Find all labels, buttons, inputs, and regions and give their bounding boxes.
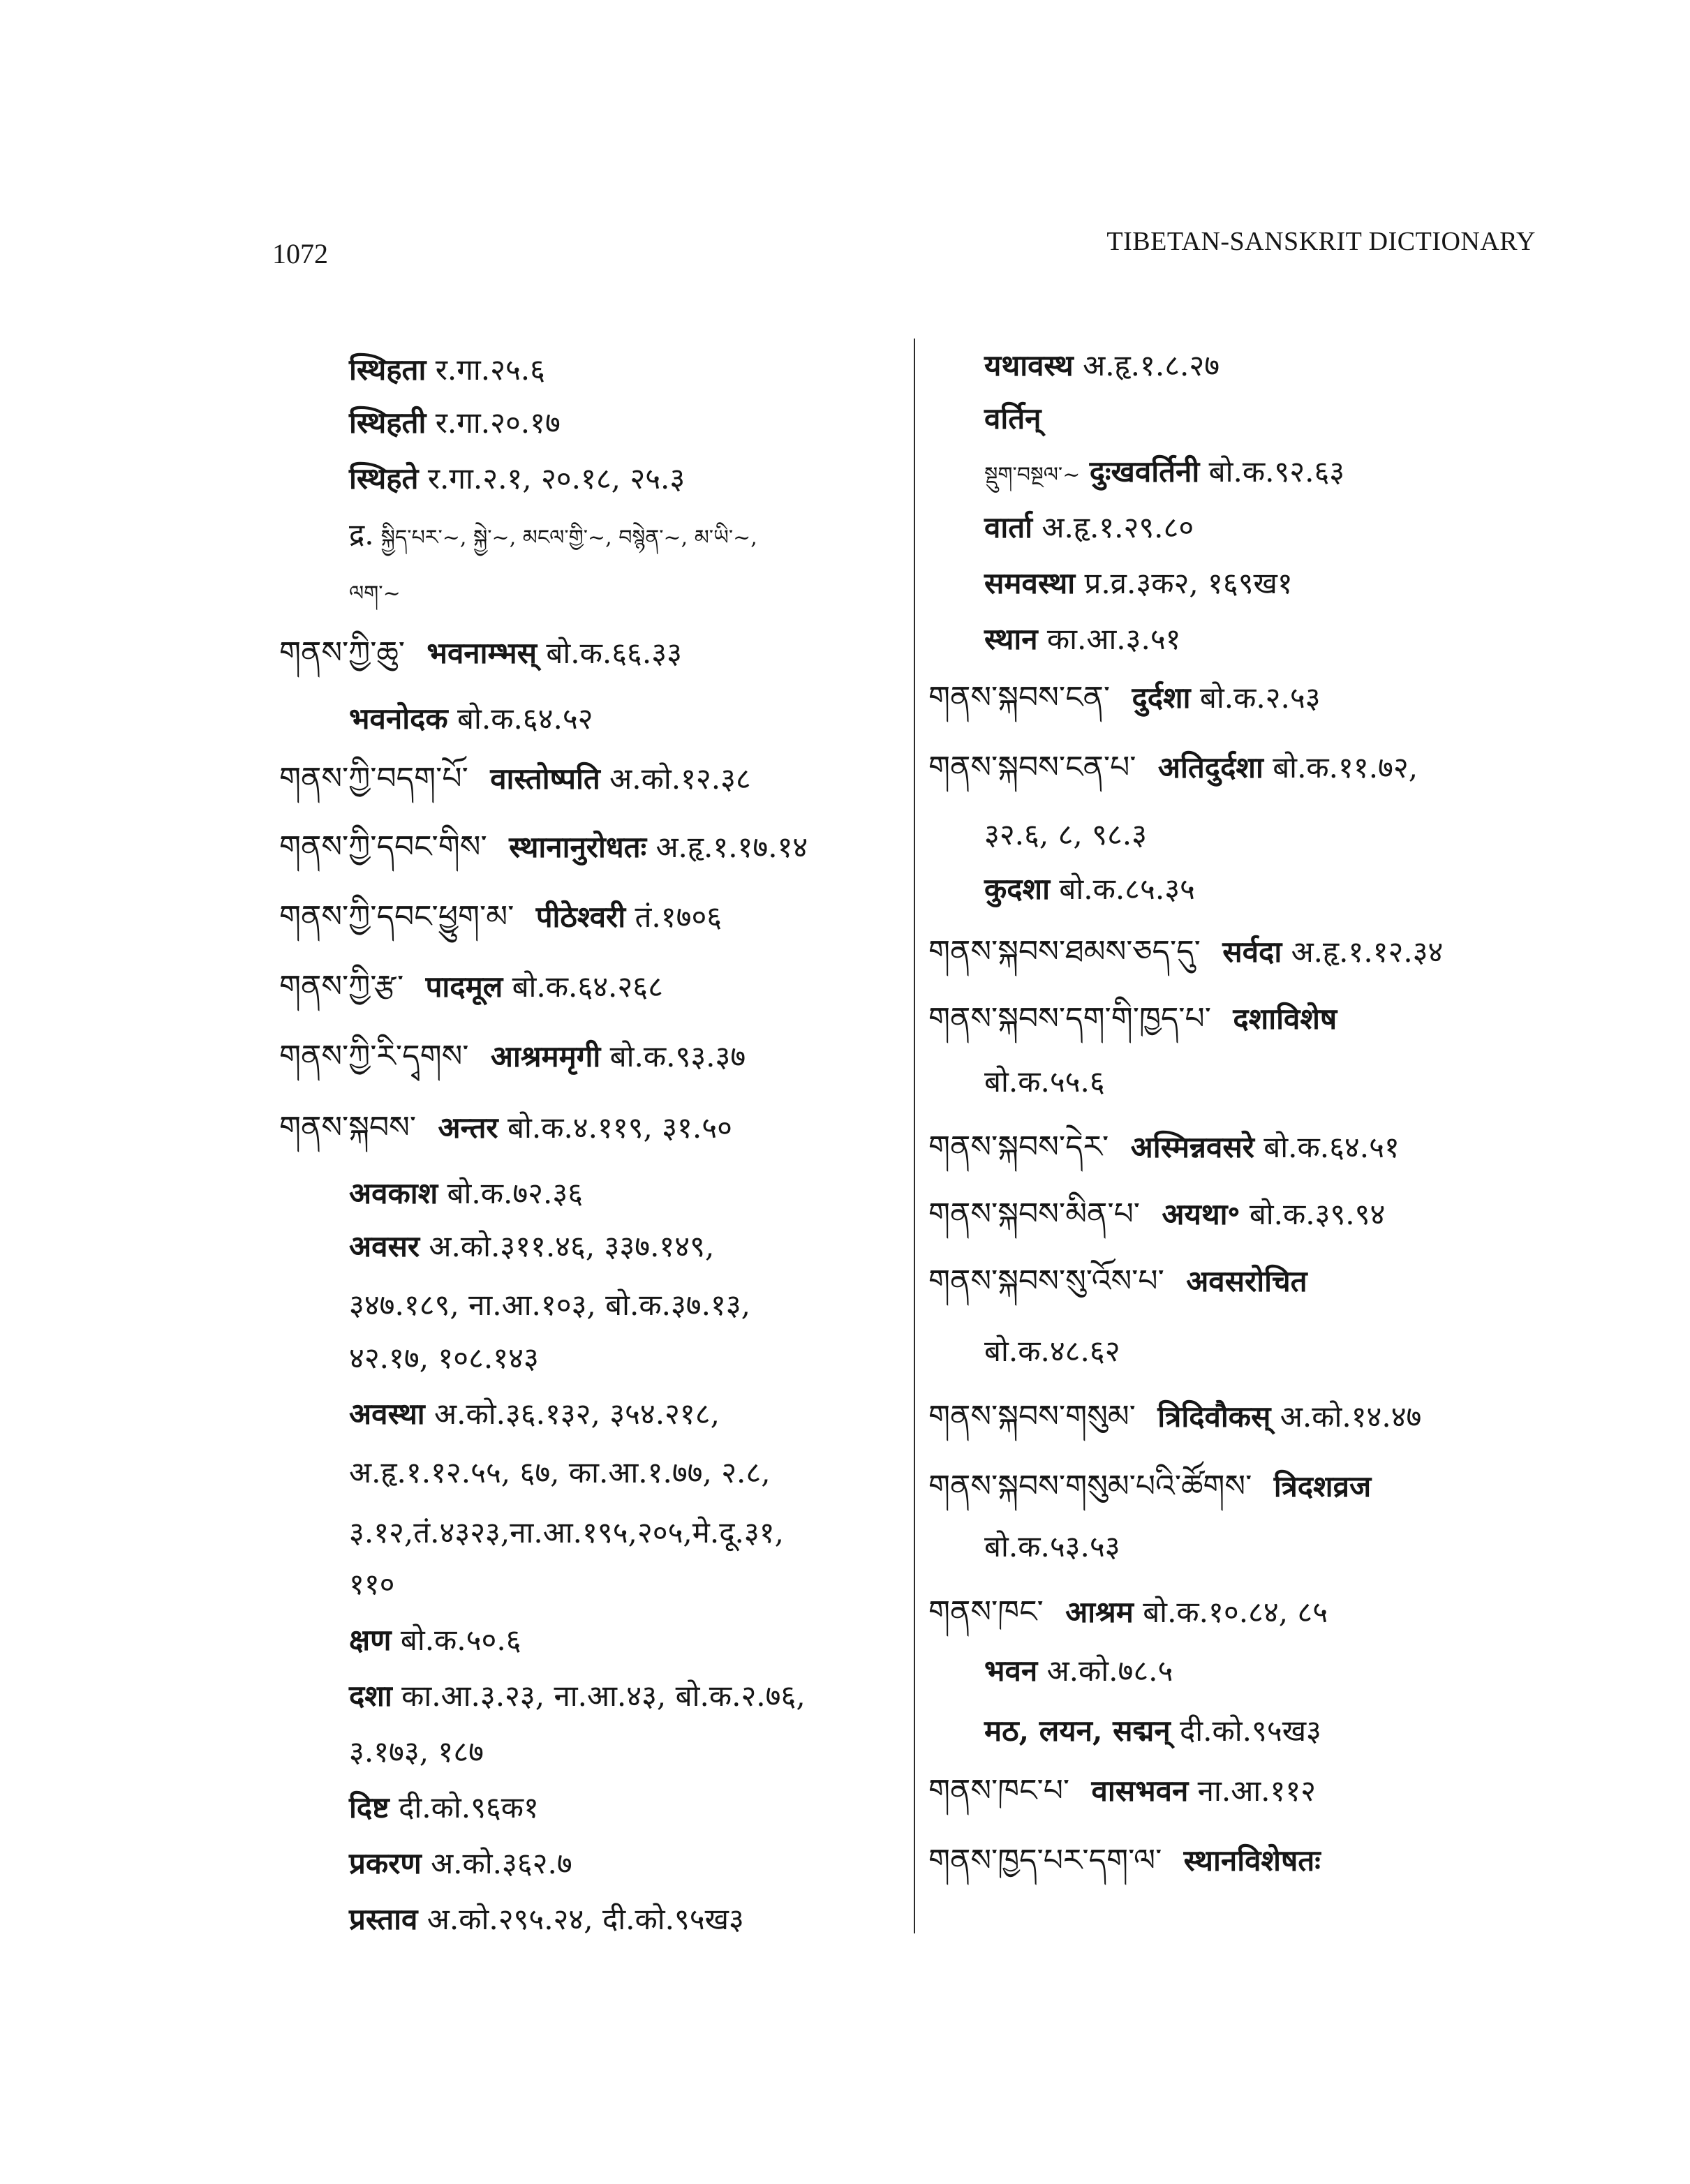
sanskrit-equivalent: स्थिहती <box>349 406 427 440</box>
source-reference: अ.को.३६.१३२, ३५४.२१८, <box>434 1397 720 1431</box>
cross-reference-line <box>349 515 757 558</box>
sanskrit-equivalent: प्रस्ताव <box>349 1902 418 1936</box>
tibetan-headword: གནས་ཀྱི་རྩ་ <box>279 969 404 1004</box>
entry-line <box>349 1788 539 1827</box>
source-reference: तं.१७०६ <box>635 900 722 934</box>
sanskrit-equivalent: वास्तोष्पति <box>490 762 600 796</box>
sanskrit-equivalent: स्थिहता <box>349 352 427 387</box>
right-column <box>919 0 1680 2184</box>
sanskrit-equivalent: कुदशा <box>984 872 1050 906</box>
continuation-line <box>349 1513 784 1552</box>
source-reference: बो.क.३९.९४ <box>1249 1197 1386 1231</box>
entry-line <box>349 1227 714 1266</box>
sanskrit-equivalent: अयथा॰ <box>1162 1197 1240 1231</box>
tibetan-headword: གནས་སྐབས་ངན་ <box>928 680 1111 715</box>
sanskrit-equivalent: समवस्था <box>984 566 1076 600</box>
source-reference: अ.हृ.१.१२.३४ <box>1291 935 1444 969</box>
tibetan-headword: གནས་སྐབས་གསུམ་ <box>928 1399 1136 1434</box>
source-reference: का.आ.३.२३, ना.आ.४३, बो.क.२.७६, <box>401 1679 806 1713</box>
sanskrit-equivalent: वासभवन <box>1091 1774 1189 1808</box>
sanskrit-equivalent: स्थान <box>984 622 1038 656</box>
tibetan-headword: གནས་ཀྱི་རི་དྭགས་ <box>279 1039 469 1074</box>
source-reference: बो.क.९२.६३ <box>1208 454 1345 489</box>
sanskrit-equivalent: भवनाम्भस् <box>427 636 538 670</box>
tibetan-headword: གནས་སྐབས་ <box>279 1110 417 1145</box>
sanskrit-equivalent: वर्तिन् <box>984 401 1042 436</box>
entry-line <box>349 1844 572 1883</box>
sanskrit-equivalent: भवनोदक <box>349 701 448 736</box>
sanskrit-equivalent: प्रकरण <box>349 1846 422 1880</box>
headword-entry <box>928 1467 1371 1506</box>
headword-entry <box>928 1397 1421 1436</box>
tibetan-headword: གནས་སྐབས་གསུམ་པའི་ཚོགས་ <box>928 1469 1252 1504</box>
source-reference: अ.को.१२.३८ <box>609 762 751 796</box>
continuation-line <box>984 1527 1120 1566</box>
source-reference: बो.क.७२.३६ <box>447 1176 584 1210</box>
source-reference: बो.क.५०.६ <box>400 1623 521 1657</box>
sanskrit-equivalent: सर्वदा <box>1222 935 1282 969</box>
tibetan-headword: གནས་སྐབས་མིན་པ་ <box>928 1196 1141 1232</box>
tibetan-headword: གནས་སྐབས་དག་གི་ཁྱད་པ་ <box>928 1001 1211 1037</box>
sanskrit-equivalent: अवसर <box>349 1229 420 1263</box>
sanskrit-equivalent: अन्तर <box>438 1110 498 1145</box>
source-reference: अ.को.१४.४७ <box>1280 1399 1422 1434</box>
sanskrit-equivalent: दुःखवर्तिनी <box>1089 454 1200 489</box>
source-reference: ३.१७३, १८७ <box>349 1734 484 1769</box>
sanskrit-equivalent: अस्मिन्नवसरे <box>1130 1130 1254 1164</box>
entry-line <box>984 508 1194 547</box>
tibetan-headword: གནས་སྐབས་དེར་ <box>928 1129 1109 1165</box>
sanskrit-equivalent: भवन <box>984 1654 1038 1688</box>
cross-reference-marker: द्र. <box>349 517 374 551</box>
source-reference: ३२.६, ८, ९८.३ <box>984 817 1147 852</box>
source-reference: ११० <box>349 1567 395 1601</box>
entry-line <box>349 403 561 443</box>
headword-entry <box>279 634 682 673</box>
sanskrit-equivalent: दुर्दशा <box>1132 681 1191 715</box>
continuation-line <box>349 1453 771 1492</box>
source-reference: बो.क.४.११९, ३१.५० <box>507 1110 732 1145</box>
sanskrit-equivalent: स्थानविशेषतः <box>1183 1843 1321 1878</box>
entry-line <box>984 399 1041 438</box>
source-reference: र.गा.२.१, २०.१८, २५.३ <box>427 461 685 496</box>
sanskrit-equivalent: दशा <box>349 1679 392 1713</box>
tibetan-headword: གནས་ཁྱད་པར་དག་ལ་ <box>928 1843 1162 1878</box>
headword-entry <box>279 898 722 937</box>
headword-entry <box>928 1262 1307 1301</box>
source-reference: बो.क.५५.६ <box>984 1064 1105 1099</box>
column-divider <box>914 339 915 1933</box>
source-reference: बो.क.९३.३७ <box>609 1039 746 1074</box>
continuation-line <box>349 1286 750 1325</box>
headword-entry <box>928 678 1321 718</box>
source-reference: ४२.१७, १०८.१४३ <box>349 1341 539 1375</box>
sanskrit-equivalent: मठ, लयन, सद्मन् <box>984 1714 1171 1748</box>
sanskrit-equivalent: अवस्था <box>349 1397 425 1431</box>
source-reference: अ.को.३११.४६, ३३७.१४९, <box>429 1229 715 1263</box>
source-reference: बो.क.१०.८४, ८५ <box>1143 1595 1328 1629</box>
sanskrit-equivalent: त्रिदशव्रज <box>1273 1469 1372 1503</box>
sanskrit-equivalent: अतिदुर्दशा <box>1157 750 1263 785</box>
source-reference: बो.क.२.५३ <box>1199 681 1321 715</box>
sanskrit-equivalent: आश्रममृगी <box>490 1039 601 1074</box>
headword-entry <box>928 1593 1328 1632</box>
headword-entry <box>928 1000 1337 1039</box>
sanskrit-equivalent: स्थानानुरोधतः <box>509 830 647 864</box>
entry-line <box>349 1677 806 1716</box>
entry-line <box>984 452 1344 495</box>
cross-reference-tibetan: ལག་~ <box>349 581 401 606</box>
entry-line <box>984 1711 1321 1751</box>
entry-line <box>984 870 1195 909</box>
entry-line <box>349 1395 720 1434</box>
source-reference: अ.हृ.१.८.२७ <box>1083 348 1220 382</box>
source-reference: दी.को.९५ख३ <box>1180 1714 1321 1748</box>
headword-entry <box>279 1037 746 1076</box>
source-reference: प्र.व्र.३क२, १६९ख१ <box>1084 566 1293 600</box>
sanskrit-equivalent: अवकाश <box>349 1176 438 1210</box>
tibetan-headword: གནས་ཁང་ <box>928 1594 1044 1630</box>
headword-entry <box>928 1128 1400 1167</box>
source-reference: बो.क.६४.५१ <box>1263 1130 1400 1164</box>
sanskrit-equivalent: स्थिहते <box>349 461 419 496</box>
source-reference: अ.हृ.१.१७.१४ <box>655 830 808 864</box>
source-reference: का.आ.३.५१ <box>1046 622 1181 656</box>
sanskrit-equivalent: यथावस्थ <box>984 348 1074 382</box>
entry-line <box>349 1621 521 1660</box>
headword-entry <box>928 1841 1321 1880</box>
sanskrit-equivalent: आश्रम <box>1065 1595 1134 1629</box>
tibetan-headword: གནས་ཀྱི་ཆུ་ <box>279 635 406 671</box>
headword-entry <box>279 759 751 798</box>
sanskrit-equivalent: पीठेश्वरी <box>535 900 626 934</box>
continuation-line <box>349 1339 539 1378</box>
source-reference: ३.१२,तं.४३२३,ना.आ.१९५,२०५,मे.दू.३१, <box>349 1515 784 1550</box>
running-title: TIBETAN-SANSKRIT DICTIONARY <box>1106 227 1536 256</box>
entry-line <box>349 459 685 498</box>
source-reference: दी.को.९६क१ <box>399 1790 539 1825</box>
source-reference: अ.को.३६२.७ <box>431 1846 572 1880</box>
page-number: 1072 <box>272 238 328 269</box>
source-reference: अ.हृ.१.१२.५५, ६७, का.आ.१.७७, २.८, <box>349 1455 771 1490</box>
continuation-line <box>349 1732 484 1771</box>
source-reference: बो.क.४८.६२ <box>984 1334 1120 1368</box>
source-reference: ना.आ.११२ <box>1197 1774 1317 1808</box>
headword-entry <box>279 1108 732 1147</box>
headword-entry <box>928 1771 1316 1811</box>
tibetan-compound: སྡུག་བསྔལ་~ <box>984 463 1081 487</box>
source-reference: र.गा.२०.१७ <box>435 406 561 440</box>
cross-reference-line <box>349 571 401 614</box>
sanskrit-equivalent: अवसरोचित <box>1186 1264 1307 1298</box>
tibetan-headword: གནས་ཀྱི་དབང་གིས་ <box>279 829 487 865</box>
continuation-line <box>984 1332 1120 1371</box>
entry-line <box>984 564 1293 603</box>
continuation-line <box>349 1565 395 1604</box>
sanskrit-equivalent: पादमूल <box>425 970 503 1004</box>
source-reference: बो.क.८५.३५ <box>1059 872 1195 906</box>
entry-line <box>984 346 1220 385</box>
entry-line <box>349 350 545 389</box>
entry-line <box>349 1174 583 1213</box>
headword-entry <box>279 828 808 867</box>
tibetan-headword: གནས་སྐབས་སུ་འོས་པ་ <box>928 1263 1164 1299</box>
headword-entry <box>928 933 1443 972</box>
source-reference: बो.क.६६.३३ <box>546 636 682 670</box>
entry-line <box>349 699 593 738</box>
headword-entry <box>928 1195 1385 1234</box>
headword-entry <box>279 967 663 1006</box>
continuation-line <box>984 815 1147 854</box>
headword-entry <box>928 748 1418 787</box>
source-reference: अ.हृ.१.२९.८० <box>1042 510 1194 544</box>
source-reference: बो.क.६४.२६८ <box>512 970 663 1004</box>
sanskrit-equivalent: वार्ता <box>984 510 1033 544</box>
tibetan-headword: གནས་ཀྱི་བདག་པོ་ <box>279 761 468 796</box>
entry-line <box>984 1651 1173 1691</box>
entry-line <box>349 1900 744 1939</box>
tibetan-headword: གནས་སྐབས་ཐམས་ཅད་དུ་ <box>928 934 1201 970</box>
tibetan-headword: གནས་ཀྱི་དབང་ཕྱུག་མ་ <box>279 899 514 935</box>
source-reference: बो.क.११.७२, <box>1273 750 1418 785</box>
source-reference: बो.क.६४.५२ <box>457 701 593 736</box>
source-reference: अ.को.७८.५ <box>1046 1654 1173 1688</box>
source-reference: बो.क.५३.५३ <box>984 1529 1120 1563</box>
continuation-line <box>984 1062 1105 1101</box>
sanskrit-equivalent: दिष्ट <box>349 1790 390 1825</box>
tibetan-headword: གནས་ཁང་པ་ <box>928 1773 1070 1808</box>
entry-line <box>984 620 1181 659</box>
source-reference: अ.को.२९५.२४, दी.को.९५ख३ <box>427 1902 744 1936</box>
sanskrit-equivalent: दशाविशेष <box>1233 1002 1337 1036</box>
source-reference: ३४७.१८९, ना.आ.१०३, बो.क.३७.१३, <box>349 1288 751 1322</box>
source-reference: र.गा.२५.६ <box>435 352 545 387</box>
sanskrit-equivalent: त्रिदिवौकस् <box>1157 1399 1271 1434</box>
sanskrit-equivalent: क्षण <box>349 1623 392 1657</box>
tibetan-headword: གནས་སྐབས་ངན་པ་ <box>928 750 1136 785</box>
cross-reference-tibetan: སྐྱིད་པར་~, སྐྱེ་~, མངལ་གྱི་~, བསྙེན་~, མ་ཡི་~, <box>380 526 757 550</box>
